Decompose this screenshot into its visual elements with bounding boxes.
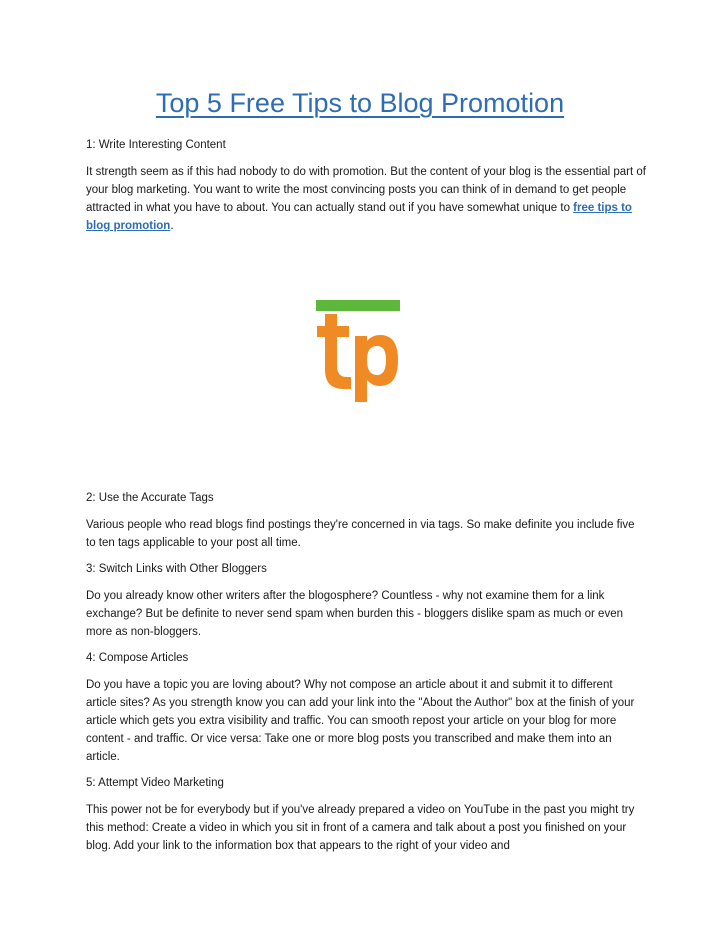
section-heading-3: 3: Switch Links with Other Bloggers xyxy=(86,563,267,575)
section-heading-5: 5: Attempt Video Marketing xyxy=(86,777,224,789)
free-tips-link[interactable]: free tips to blog promotion xyxy=(86,202,632,232)
logo-green-bar xyxy=(316,300,400,311)
section-body-1 xyxy=(86,163,646,235)
section-body-5: This power not be for everybody but if you've already prepared a video on YouTube in the past you might try this method: Create a video in which you sit in front of a camera and talk about a post you finished on your blog. Add your link to the information box that appears to the right of your video and xyxy=(86,804,635,852)
section-heading-4: 4: Compose Articles xyxy=(86,652,189,664)
document-body xyxy=(86,137,646,864)
section-body-1-text: It strength seem as if this had nobody to do with promotion. But the content of your blog is the essential part of your blog marketing. You want to write the most convincing posts you can think of in demand to get people attracted in what you have to about. You can actually stand out if you have somewhat unique to xyxy=(86,166,646,214)
section-body-2: Various people who read blogs find postings they're concerned in via tags. So make definite you include five to ten tags applicable to your post all time. xyxy=(86,519,635,549)
logo-area xyxy=(86,235,646,490)
section-heading-2: 2: Use the Accurate Tags xyxy=(86,492,214,504)
page-title: Top 5 Free Tips to Blog Promotion xyxy=(155,88,565,118)
logo-letter-p xyxy=(355,335,398,402)
section-heading-1: 1: Write Interesting Content xyxy=(86,139,226,151)
section-body-4: Do you have a topic you are loving about? Why not compose an article about it and submit it to different article sites? As you strength know you can add your link into the "About the Author" box at the finish of your article which gets you extra visibility and traffic. You can smooth repost your article on your blog for more content - and traffic. Or vice versa: Take one or more blog posts you transcribed and make them into an article. xyxy=(86,679,635,763)
tp-logo-icon xyxy=(316,300,400,402)
section-body-1-end: . xyxy=(170,220,174,232)
logo-letter-t xyxy=(317,314,351,389)
section-body-3: Do you already know other writers after the blogosphere? Countless - why not examine them for a link exchange? But be definite to never send spam when burden this - bloggers dislike spam as much or even more as non-bloggers. xyxy=(86,590,623,638)
